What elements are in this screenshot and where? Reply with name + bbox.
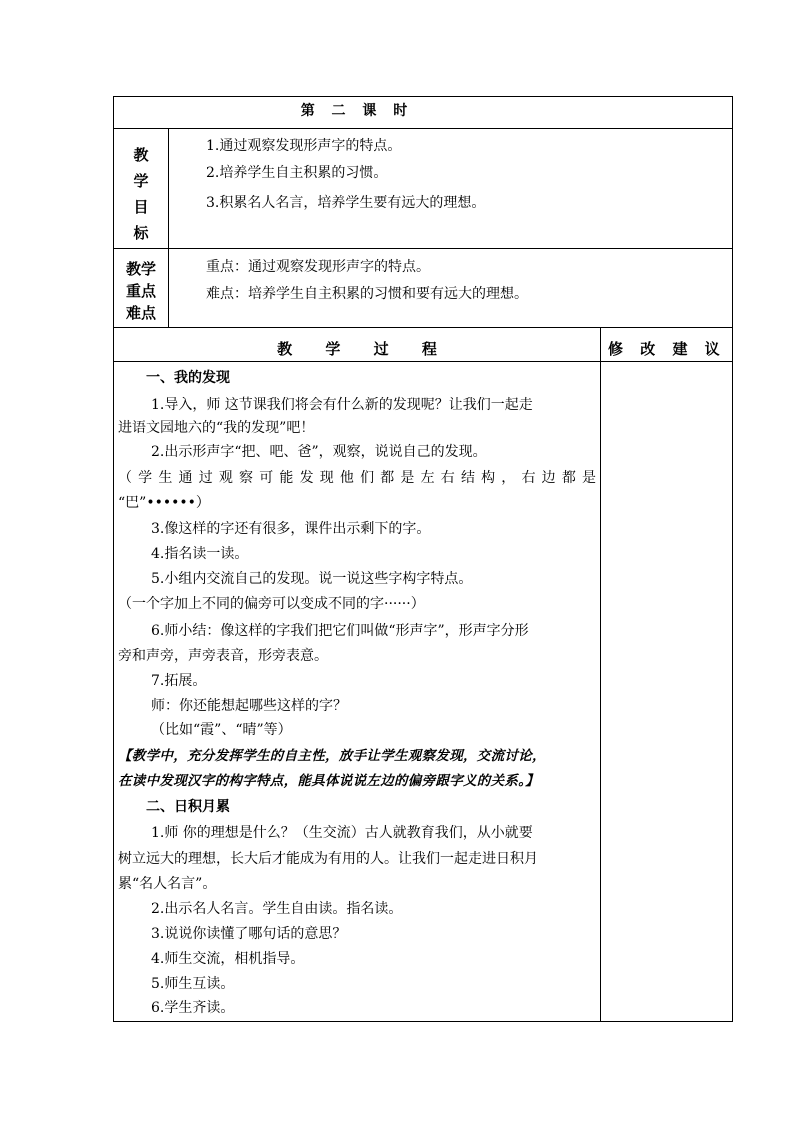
goals-label-char: 学 <box>133 172 149 190</box>
goals-label-char: 目 <box>133 198 149 216</box>
teaching-note: 【教学中，充分发挥学生的自主性，放手让学生观察发现，交流讨论， <box>118 748 546 764</box>
goal-item: 3.积累名人名言，培养学生要有远大的理想。 <box>206 195 486 211</box>
teaching-note: 在读中发现汉字的构字特点，能具体说说左边的偏旁跟字义的关系。】 <box>118 773 540 789</box>
process-line: 6.学生齐读。 <box>151 1000 235 1016</box>
process-line: 2.出示形声字“把、吧、爸”，观察，说说自己的发现。 <box>151 444 487 460</box>
process-line: 5.小组内交流自己的发现。说一说这些字构字特点。 <box>151 571 473 587</box>
revision-header: 修 改 建 议 <box>608 340 726 358</box>
process-line: 3.说说你读懂了哪句话的意思？ <box>151 926 347 942</box>
table-divider <box>113 128 733 129</box>
process-line: 2.出示名人名言。学生自由读。指名读。 <box>151 901 403 917</box>
process-line: 树立远大的理想，长大后才能成为有用的人。让我们一起走进日积月 <box>118 851 538 867</box>
process-line: 7.拓展。 <box>151 673 207 689</box>
process-line: （一个字加上不同的偏旁可以变成不同的字······） <box>118 596 425 612</box>
process-line: 3.像这样的字还有很多，课件出示剩下的字。 <box>151 521 431 537</box>
process-line: 6.师小结：像这样的字我们把它们叫做“形声字”，形声字分形 <box>151 623 529 639</box>
process-line: 进语文园地六的“我的发现”吧！ <box>118 420 315 436</box>
table-divider <box>113 327 733 328</box>
revision-column[interactable] <box>601 362 732 1021</box>
key-points-label-line: 重点 <box>125 282 156 300</box>
process-line: 1.师 你的理想是什么？（生交流）古人就教育我们，从小就要 <box>151 825 533 841</box>
section-heading: 一、我的发现 <box>146 370 230 386</box>
process-line: 5.师生互读。 <box>151 976 235 992</box>
key-point-item: 难点：培养学生自主积累的习惯和要有远大的理想。 <box>206 286 528 302</box>
table-divider <box>113 248 733 249</box>
key-points-label-line: 难点 <box>125 304 156 322</box>
key-points-label-line: 教学 <box>125 260 156 278</box>
process-line: 旁和声旁，声旁表音，形旁表意。 <box>118 648 328 664</box>
goal-item: 2.培养学生自主积累的习惯。 <box>206 165 388 181</box>
process-line: 4.指名读一读。 <box>151 546 249 562</box>
process-line: （学生通过观察可能发现他们都是左右结构，右边都是 <box>118 470 596 486</box>
lesson-title: 第 二 课 时 <box>300 103 414 119</box>
process-header-char: 教 <box>277 340 293 358</box>
goals-label <box>113 142 169 246</box>
key-points-label <box>113 258 169 324</box>
process-line: 师：你还能想起哪些这样的字？ <box>151 698 347 714</box>
process-line: （比如“霞”、“晴”等） <box>151 722 292 738</box>
key-point-item: 重点：通过观察发现形声字的特点。 <box>206 259 430 275</box>
process-line: 1.导入，师 这节课我们将会有什么新的发现呢？让我们一起走 <box>151 397 533 413</box>
process-header-char: 程 <box>421 340 437 358</box>
goal-item: 1.通过观察发现形声字的特点。 <box>206 138 402 154</box>
goals-label-char: 教 <box>133 146 149 164</box>
goals-label-char: 标 <box>133 224 149 242</box>
section-heading: 二、日积月累 <box>146 799 230 815</box>
process-header-char: 学 <box>325 340 341 358</box>
process-header <box>113 338 601 359</box>
process-line: 4.师生交流，相机指导。 <box>151 951 305 967</box>
process-header-char: 过 <box>373 340 389 358</box>
process-line: 累“名人名言”。 <box>118 876 217 892</box>
process-line: “巴”••••••） <box>118 495 210 511</box>
